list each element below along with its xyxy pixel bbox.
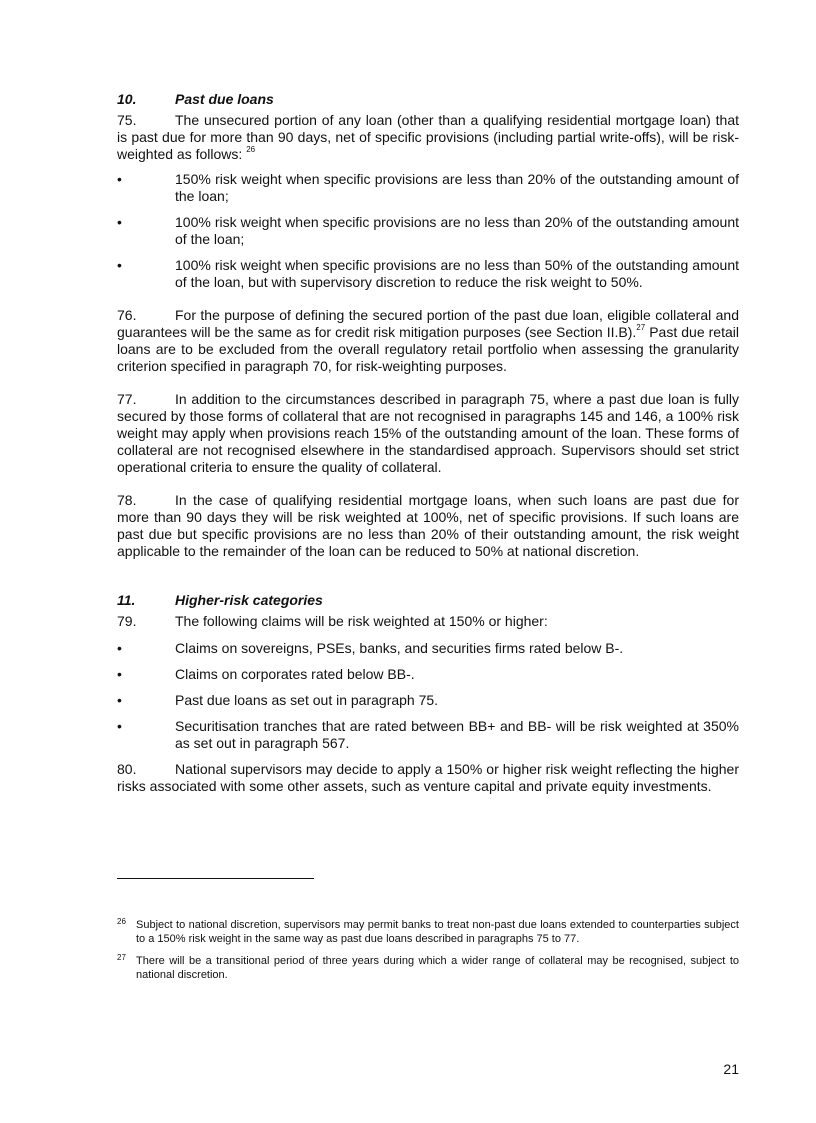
footnote-27 [117, 954, 739, 982]
list-item [117, 692, 739, 709]
paragraph-number: 76. [117, 307, 137, 323]
bullet-icon: • [117, 257, 122, 273]
bullet-icon: • [117, 718, 122, 734]
section-heading-past-due-loans [117, 90, 739, 108]
footnote-ref-27[interactable]: 27 [636, 323, 646, 333]
list-item-text: Securitisation tranches that are rated between BB+ and BB- will be risk weighted at 350% as set out in paragraph 567. [175, 718, 739, 751]
page-number: 21 [723, 1061, 739, 1077]
section-number: 11. [117, 592, 136, 608]
footnote-26 [117, 918, 739, 946]
footnotes [117, 918, 739, 982]
paragraph-78 [117, 492, 739, 560]
paragraph-text: In the case of qualifying residential mortgage loans, when such loans are past due for more than 90 days they will be risk weighted at 100%, net of specific provisions. If such loans are past due but specific provisions are no less than 20% of their outstanding amount, the risk weight applicable to the remainder of the loan can be reduced to 50% at national discretion. [117, 492, 739, 559]
bullet-icon: • [117, 692, 122, 708]
list-item [117, 718, 739, 752]
footnote-text: Subject to national discretion, supervisors may permit banks to treat non-past due loans extended to counterparties subject to a 150% risk weight in the same way as past due loans described in paragraphs 75 to 77. [136, 919, 739, 945]
list-item-text: 100% risk weight when specific provisions are no less than 50% of the outstanding amount of the loan, but with supervisory discretion to reduce the risk weight to 50%. [175, 257, 739, 290]
list-item [117, 640, 739, 657]
list-item-text: Claims on sovereigns, PSEs, banks, and securities firms rated below B-. [175, 640, 624, 656]
paragraph-76 [117, 307, 739, 375]
footnote-number: 26 [117, 917, 126, 926]
paragraph-number: 79. [117, 613, 137, 629]
list-item [117, 214, 739, 248]
footnote-number: 27 [117, 953, 126, 962]
list-item [117, 257, 739, 291]
paragraph-79 [117, 613, 739, 630]
paragraph-text: The unsecured portion of any loan (other than a qualifying residential mortgage loan) that is past due for more than 90 days, net of specific provisions (including partial write-offs), will be risk-weighted as follows: [117, 112, 739, 162]
section-number: 10. [117, 91, 137, 107]
paragraph-text: For the purpose of defining the secured portion of the past due loan, eligible collateral and guarantees will be the same as for credit risk mitigation purposes (see Section II.B). [117, 307, 739, 340]
paragraph-80 [117, 761, 739, 795]
bullet-icon: • [117, 640, 122, 656]
higher-risk-claims-list [117, 640, 739, 752]
footnote-text: There will be a transitional period of three years during which a wider range of collateral may be recognised, subject to national discretion. [136, 955, 739, 981]
section-title: Higher-risk categories [175, 592, 323, 608]
paragraph-number: 75. [117, 112, 137, 128]
list-item [117, 171, 739, 205]
list-item [117, 666, 739, 683]
list-item-text: 100% risk weight when specific provisions are no less than 20% of the outstanding amount of the loan; [175, 214, 739, 247]
paragraph-text-continued: Past due retail loans are to be excluded from the overall regulatory retail portfolio when assessing the granularity criterion specified in paragraph 70, for risk-weighting purposes. [117, 324, 739, 374]
paragraph-text: In addition to the circumstances described in paragraph 75, where a past due loan is fully secured by those forms of collateral that are not recognised in paragraphs 145 and 146, a 100% risk weight may apply when provisions reach 15% of the outstanding amount of the loan. These forms of collateral are not recognised elsewhere in the standardised approach. Supervisors should set strict operational criteria to ensure the quality of collateral. [117, 391, 739, 475]
section-heading-higher-risk-categories [117, 591, 739, 609]
footnote-divider [117, 878, 314, 879]
paragraph-75 [117, 112, 739, 163]
paragraph-number: 77. [117, 391, 137, 407]
bullet-icon: • [117, 214, 122, 230]
paragraph-text: National supervisors may decide to apply a 150% or higher risk weight reflecting the higher risks associated with some other assets, such as venture capital and private equity investments. [117, 761, 739, 794]
risk-weight-list [117, 171, 739, 291]
list-item-text: Claims on corporates rated below BB-. [175, 666, 415, 682]
bullet-icon: • [117, 666, 122, 682]
section-title: Past due loans [175, 91, 274, 107]
paragraph-text: The following claims will be risk weighted at 150% or higher: [175, 613, 548, 629]
document-body [117, 90, 739, 795]
list-item-text: 150% risk weight when specific provisions are less than 20% of the outstanding amount of the loan; [175, 171, 739, 204]
paragraph-number: 78. [117, 492, 137, 508]
bullet-icon: • [117, 171, 122, 187]
paragraph-77 [117, 391, 739, 476]
list-item-text: Past due loans as set out in paragraph 75. [175, 692, 439, 708]
footnote-ref-26[interactable]: 26 [246, 145, 256, 155]
paragraph-number: 80. [117, 761, 137, 777]
